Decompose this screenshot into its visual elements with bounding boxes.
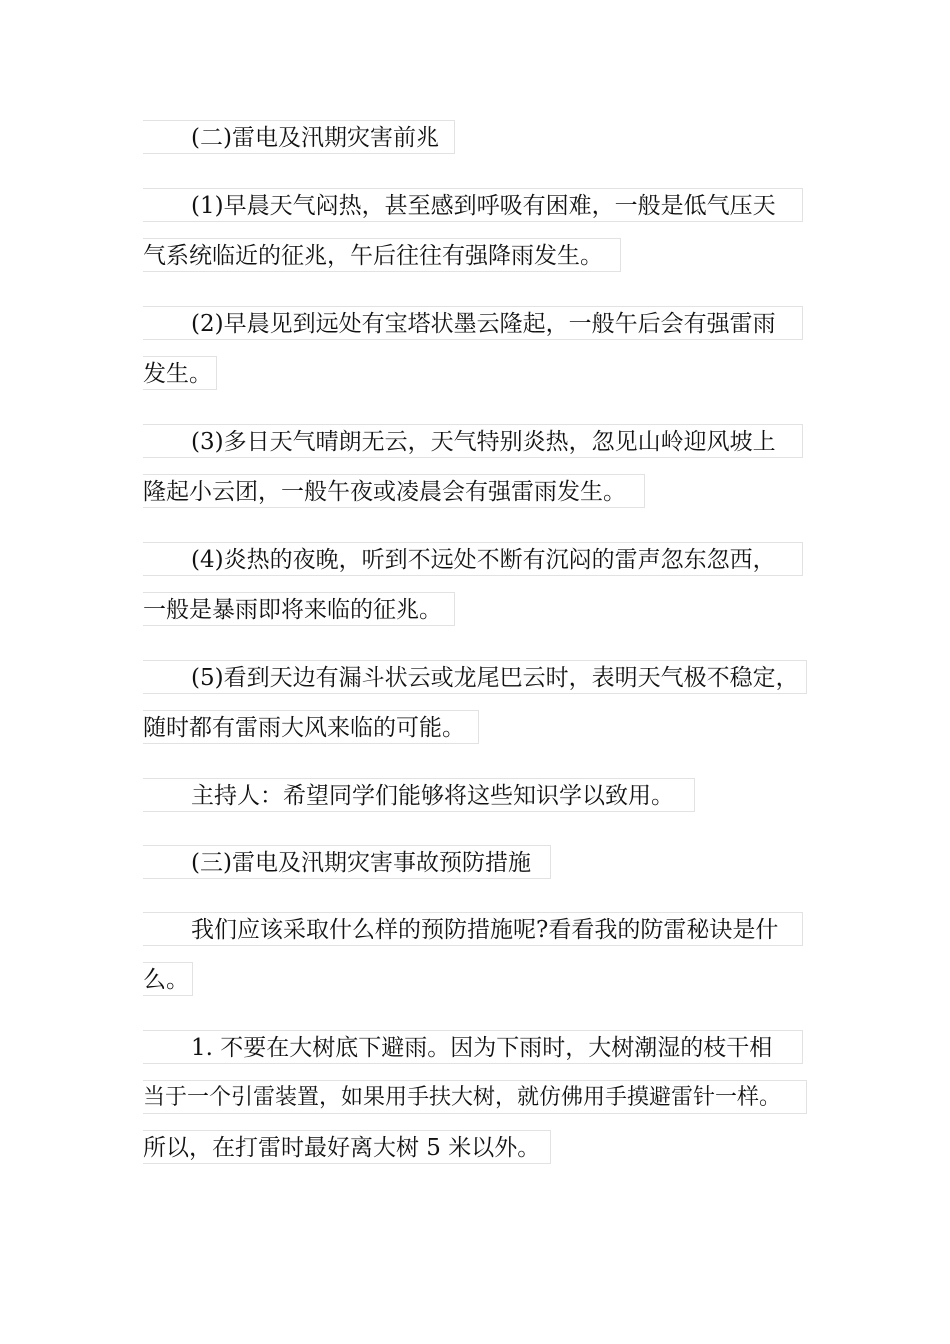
paragraph-line: 隆起小云团，一般午夜或凌晨会有强雷雨发生。	[143, 474, 645, 508]
paragraph-line: 所以，在打雷时最好离大树 5 米以外。	[143, 1130, 551, 1164]
paragraph-line: 当于一个引雷装置，如果用手扶大树，就仿佛用手摸避雷针一样。	[143, 1080, 807, 1114]
host-remark: 主持人：希望同学们能够将这些知识学以致用。	[143, 778, 695, 812]
paragraph-line: (1)早晨天气闷热，甚至感到呼吸有困难，一般是低气压天	[143, 188, 803, 222]
paragraph-line: 么。	[143, 962, 193, 996]
paragraph-line: 气系统临近的征兆，午后往往有强降雨发生。	[143, 238, 621, 272]
paragraph-line: 我们应该采取什么样的预防措施呢?看看我的防雷秘诀是什	[143, 912, 803, 946]
paragraph-line: 1. 不要在大树底下避雨。因为下雨时，大树潮湿的枝干相	[143, 1030, 803, 1064]
paragraph-line: (5)看到天边有漏斗状云或龙尾巴云时，表明天气极不稳定，	[143, 660, 807, 694]
paragraph-line: 一般是暴雨即将来临的征兆。	[143, 592, 455, 626]
paragraph-line: (4)炎热的夜晚，听到不远处不断有沉闷的雷声忽东忽西，	[143, 542, 803, 576]
paragraph-line: 发生。	[143, 356, 217, 390]
section-heading-prevention: (三)雷电及汛期灾害事故预防措施	[143, 845, 551, 879]
paragraph-line: 随时都有雷雨大风来临的可能。	[143, 710, 479, 744]
paragraph-line: (2)早晨见到远处有宝塔状墨云隆起，一般午后会有强雷雨	[143, 306, 803, 340]
section-heading-omens: (二)雷电及汛期灾害前兆	[143, 120, 455, 154]
paragraph-line: (3)多日天气晴朗无云，天气特别炎热，忽见山岭迎风坡上	[143, 424, 803, 458]
